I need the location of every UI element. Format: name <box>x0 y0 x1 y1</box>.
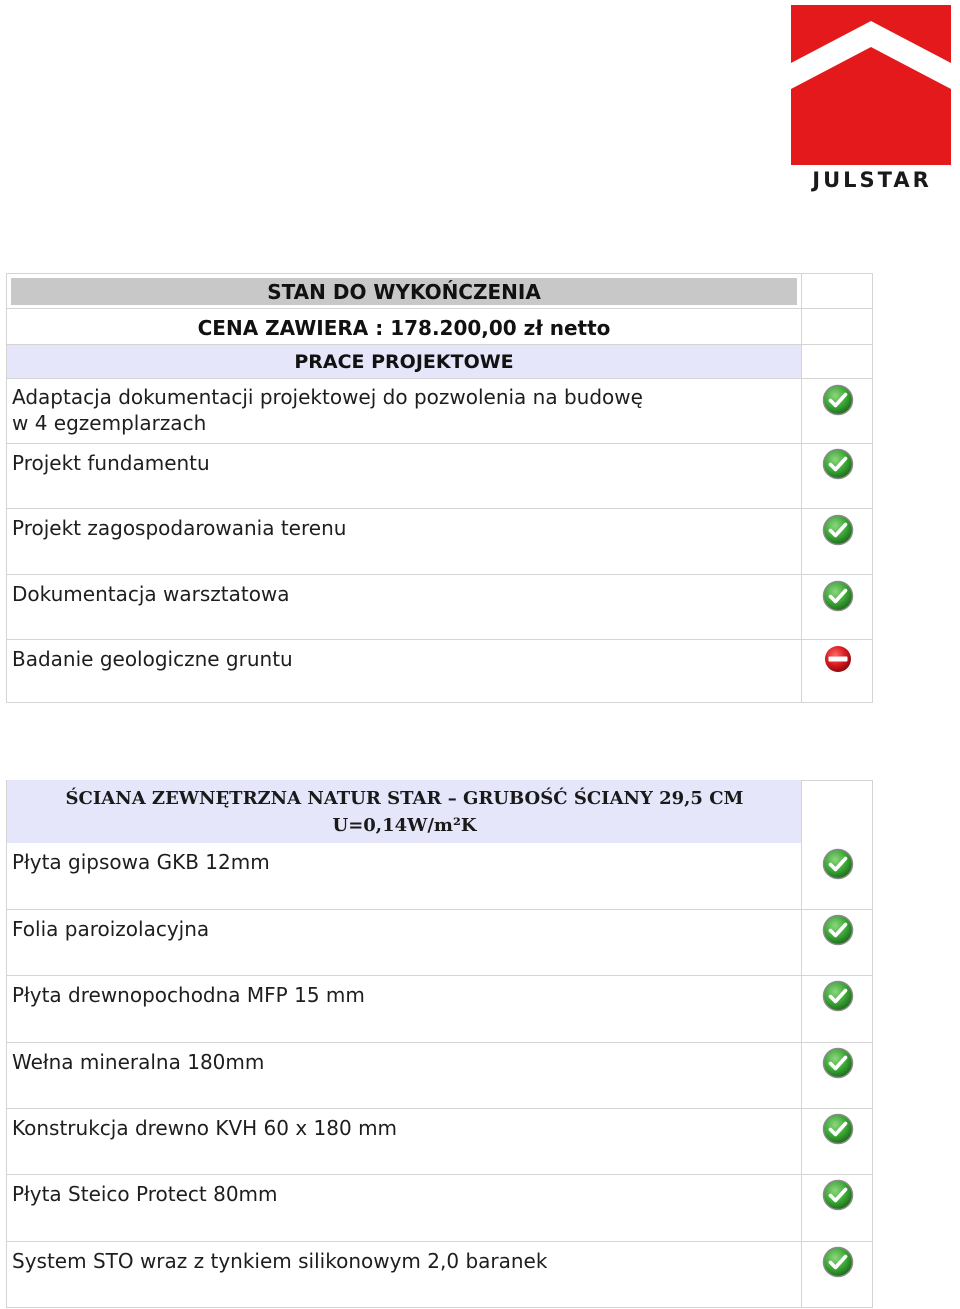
item-label: Płyta drewnopochodna MFP 15 mm <box>12 983 365 1007</box>
item-label: System STO wraz z tynkiem silikonowym 2,0 baranek <box>12 1249 548 1273</box>
logo-wordmark: JULSTAR <box>812 168 932 192</box>
item-label: Projekt fundamentu <box>12 451 210 475</box>
check-icon <box>822 384 854 416</box>
wall-header-uvalue: U=0,14W/m²K <box>332 815 477 836</box>
check-icon <box>822 1047 854 1079</box>
check-icon <box>822 848 854 880</box>
price-line: CENA ZAWIERA : 178.200,00 zł netto <box>197 316 611 340</box>
list-item <box>6 379 873 444</box>
list-item <box>6 910 873 976</box>
wall-header-title: ŚCIANA ZEWNĘTRZNA NATUR STAR – GRUBOŚĆ ŚCIANY 29,5 CM <box>65 788 744 809</box>
table-row <box>6 309 873 345</box>
list-item <box>6 509 873 575</box>
check-icon <box>822 514 854 546</box>
item-label: Płyta gipsowa GKB 12mm <box>12 850 270 874</box>
check-icon <box>822 980 854 1012</box>
check-icon <box>822 1246 854 1278</box>
check-icon <box>822 1113 854 1145</box>
list-item <box>6 444 873 509</box>
list-item <box>6 575 873 640</box>
check-icon <box>822 580 854 612</box>
item-label: Projekt zagospodarowania terenu <box>12 516 347 540</box>
table-row <box>6 345 873 379</box>
title-cell <box>6 273 801 309</box>
list-item <box>6 1175 873 1242</box>
list-item <box>6 1043 873 1109</box>
julstar-logo <box>791 5 953 191</box>
item-label-cont: w 4 egzemplarzach <box>12 411 207 435</box>
list-item <box>6 640 873 703</box>
table-row <box>6 273 873 309</box>
no-entry-icon <box>822 643 854 675</box>
item-label: Adaptacja dokumentacji projektowej do pozwolenia na budowę <box>12 385 643 409</box>
check-icon <box>822 448 854 480</box>
item-label: Wełna mineralna 180mm <box>12 1050 265 1074</box>
list-item <box>6 1109 873 1175</box>
subheader-design-works: PRACE PROJEKTOWE <box>294 351 514 373</box>
section-title: STAN DO WYKOŃCZENIA <box>267 280 541 304</box>
item-label: Dokumentacja warsztatowa <box>12 582 290 606</box>
check-icon <box>822 914 854 946</box>
item-label: Badanie geologiczne gruntu <box>12 647 293 671</box>
list-item <box>6 1242 873 1308</box>
table-row <box>6 780 873 910</box>
list-item <box>6 976 873 1043</box>
item-label: Konstrukcja drewno KVH 60 x 180 mm <box>12 1116 398 1140</box>
logo-emblem <box>791 5 951 165</box>
item-label: Folia paroizolacyjna <box>12 917 210 941</box>
check-icon <box>822 1179 854 1211</box>
item-label: Płyta Steico Protect 80mm <box>12 1182 278 1206</box>
